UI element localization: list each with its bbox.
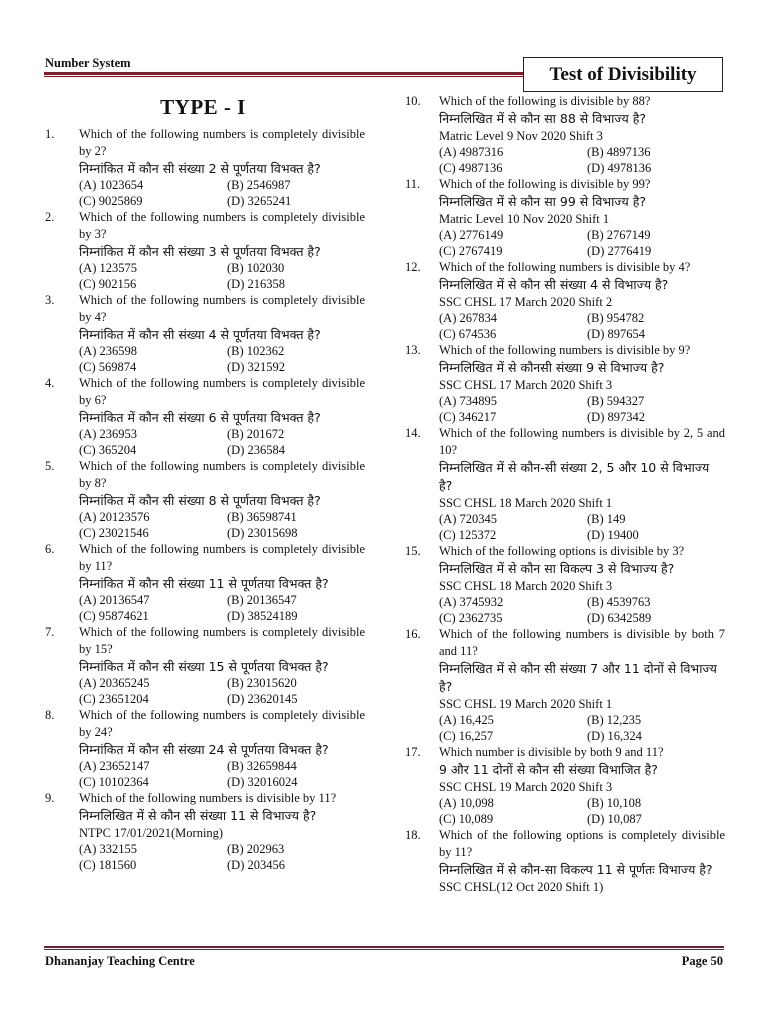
question-number: 12. <box>405 260 421 274</box>
question-text-hindi: निम्नलिखित में से कौन सी संख्या 11 से विभाज्य है? <box>79 808 317 823</box>
question-source: Matric Level 9 Nov 2020 Shift 3 <box>439 129 603 143</box>
question-source: SSC CHSL 17 March 2020 Shift 2 <box>439 295 613 309</box>
answer-option: (D) 16,324 <box>587 728 642 743</box>
question-item <box>405 176 725 259</box>
question-text-hindi: निम्नलिखित में से कौन सी संख्या 4 से विभाज्य है? <box>439 277 669 292</box>
answer-option: (B) 12,235 <box>587 713 642 727</box>
publisher-name: Dhananjay Teaching Centre <box>45 954 195 968</box>
answer-option: (B) 202963 <box>227 842 285 856</box>
question-text-english: Which of the following is divisible by 99? <box>439 177 651 191</box>
answer-options <box>439 228 725 259</box>
answer-option: (A) 2776149 <box>439 228 504 242</box>
question-item <box>405 259 725 342</box>
question-number: 10. <box>405 94 421 108</box>
question-text-hindi: निम्नलिखित में से कौन सा 88 से विभाज्य है? <box>439 111 647 126</box>
question-item <box>405 626 725 744</box>
answer-option: (C) 674536 <box>439 326 497 341</box>
answer-option: (C) 2767419 <box>439 243 503 258</box>
answer-option: (B) 102030 <box>227 261 285 275</box>
question-item <box>45 292 365 375</box>
question-number: 5. <box>45 459 55 473</box>
answer-option: (A) 1023654 <box>79 178 144 192</box>
question-text-english: Which of the following numbers is completely divisible by 2? <box>79 127 365 158</box>
answer-options <box>79 593 365 624</box>
answer-options <box>439 796 725 827</box>
question-item <box>405 543 725 626</box>
answer-option: (B) 149 <box>587 512 626 526</box>
answer-option: (B) 201672 <box>227 427 285 441</box>
topic-title-box: Test of Divisibility <box>523 57 723 92</box>
answer-option: (D) 38524189 <box>227 608 298 623</box>
answer-option: (D) 32016024 <box>227 774 298 789</box>
question-item <box>405 342 725 425</box>
answer-options <box>439 311 725 342</box>
answer-option: (C) 10102364 <box>79 774 149 789</box>
answer-option: (C) 16,257 <box>439 728 494 743</box>
question-text-hindi: निम्नांकित में कौन सी संख्या 15 से पूर्णतया विभक्त है? <box>79 659 329 674</box>
answer-option: (D) 3265241 <box>227 193 292 208</box>
answer-options <box>79 510 365 541</box>
answer-option: (B) 2546987 <box>227 178 291 192</box>
question-item <box>45 375 365 458</box>
answer-option: (C) 9025869 <box>79 193 143 208</box>
answer-options <box>79 344 365 375</box>
question-text-hindi: निम्नलिखित में से कौन-सी संख्या 2, 5 और 10 से विभाज्य है? <box>439 460 710 493</box>
answer-options <box>79 178 365 209</box>
answer-option: (D) 10,087 <box>587 811 642 826</box>
question-number: 17. <box>405 745 421 759</box>
answer-option: (C) 569874 <box>79 359 137 374</box>
page-number: Page 50 <box>681 954 723 968</box>
question-text-hindi: निम्नलिखित में से कौन-सा विकल्प 11 से पूर्णतः विभाज्य है? <box>439 862 713 877</box>
question-source: SSC CHSL 18 March 2020 Shift 1 <box>439 496 613 510</box>
question-number: 8. <box>45 708 55 722</box>
answer-option: (C) 902156 <box>79 276 137 291</box>
right-question-list <box>405 93 725 896</box>
answer-options <box>439 512 725 543</box>
left-column <box>45 93 365 873</box>
answer-options <box>439 145 725 176</box>
question-text-hindi: निम्नांकित में कौन सी संख्या 3 से पूर्णतया विभक्त है? <box>79 244 321 259</box>
question-source: Matric Level 10 Nov 2020 Shift 1 <box>439 212 610 226</box>
question-text-hindi: निम्नांकित में कौन सी संख्या 24 से पूर्णतया विभक्त है? <box>79 742 329 757</box>
question-text-english: Which of the following numbers is completely divisible by 4? <box>79 293 365 324</box>
answer-option: (D) 6342589 <box>587 610 652 625</box>
answer-option: (D) 321592 <box>227 359 285 374</box>
question-text-hindi: निम्नांकित में कौन सी संख्या 8 से पूर्णतया विभक्त है? <box>79 493 321 508</box>
question-text-english: Which of the following numbers is divisible by 11? <box>79 791 337 805</box>
question-text-hindi: निम्नांकित में कौन सी संख्या 6 से पूर्णतया विभक्त है? <box>79 410 321 425</box>
answer-option: (D) 19400 <box>587 527 639 542</box>
question-text-hindi: निम्नलिखित में से कौन सा विकल्प 3 से विभाज्य है? <box>439 561 675 576</box>
question-source: SSC CHSL(12 Oct 2020 Shift 1) <box>439 880 604 894</box>
answer-option: (B) 4897136 <box>587 145 651 159</box>
question-number: 2. <box>45 210 55 224</box>
answer-option: (C) 2362735 <box>439 610 503 625</box>
answer-options <box>79 427 365 458</box>
question-item <box>405 93 725 176</box>
answer-option: (C) 4987136 <box>439 160 503 175</box>
question-number: 16. <box>405 627 421 641</box>
question-text-hindi: 9 और 11 दोनों से कौन सी संख्या विभाजित है? <box>439 762 658 777</box>
answer-option: (C) 23651204 <box>79 691 149 706</box>
answer-options <box>79 759 365 790</box>
answer-option: (D) 23015698 <box>227 525 298 540</box>
question-source: SSC CHSL 19 March 2020 Shift 3 <box>439 780 613 794</box>
question-number: 1. <box>45 127 55 141</box>
question-item <box>45 458 365 541</box>
answer-option: (B) 36598741 <box>227 510 297 524</box>
header-rule-thin <box>44 76 524 77</box>
question-item <box>405 425 725 543</box>
answer-option: (C) 125372 <box>439 527 497 542</box>
answer-option: (A) 3745932 <box>439 595 504 609</box>
question-text-english: Which of the following numbers is divisible by 2, 5 and 10? <box>439 426 725 457</box>
question-source: SSC CHSL 17 March 2020 Shift 3 <box>439 378 613 392</box>
question-item <box>45 541 365 624</box>
question-text-english: Which of the following options is completely divisible by 11? <box>439 828 725 859</box>
answer-option: (D) 2776419 <box>587 243 652 258</box>
question-source: SSC CHSL 19 March 2020 Shift 1 <box>439 697 613 711</box>
answer-option: (A) 734895 <box>439 394 497 408</box>
question-item <box>45 209 365 292</box>
answer-option: (C) 10,089 <box>439 811 494 826</box>
answer-options <box>79 676 365 707</box>
answer-options <box>439 595 725 626</box>
answer-option: (D) 897654 <box>587 326 645 341</box>
answer-option: (B) 594327 <box>587 394 645 408</box>
answer-option: (D) 4978136 <box>587 160 652 175</box>
question-number: 9. <box>45 791 55 805</box>
answer-option: (A) 20136547 <box>79 593 150 607</box>
answer-option: (B) 4539763 <box>587 595 651 609</box>
answer-option: (A) 123575 <box>79 261 137 275</box>
answer-options <box>79 261 365 292</box>
answer-option: (A) 20365245 <box>79 676 150 690</box>
question-text-english: Which of the following numbers is completely divisible by 6? <box>79 376 365 407</box>
answer-options <box>79 842 365 873</box>
answer-option: (D) 897342 <box>587 409 645 424</box>
answer-option: (A) 236598 <box>79 344 137 358</box>
answer-option: (A) 720345 <box>439 512 497 526</box>
question-text-english: Which of the following numbers is completely divisible by 24? <box>79 708 365 739</box>
question-text-english: Which of the following numbers is completely divisible by 3? <box>79 210 365 241</box>
question-item <box>405 827 725 896</box>
question-item <box>405 744 725 827</box>
answer-option: (A) 10,098 <box>439 796 494 810</box>
question-text-english: Which of the following numbers is completely divisible by 11? <box>79 542 365 573</box>
answer-options <box>439 394 725 425</box>
question-text-hindi: निम्नलिखित में से कौनसी संख्या 9 से विभाज्य है? <box>439 360 665 375</box>
right-column <box>405 93 725 896</box>
footer-rule <box>44 946 724 948</box>
answer-option: (A) 267834 <box>439 311 497 325</box>
question-item <box>45 126 365 209</box>
answer-option: (A) 20123576 <box>79 510 150 524</box>
question-text-hindi: निम्नांकित में कौन सी संख्या 11 से पूर्णतया विभक्त है? <box>79 576 329 591</box>
answer-option: (B) 20136547 <box>227 593 297 607</box>
question-text-english: Which number is divisible by both 9 and 11? <box>439 745 664 759</box>
footer-rule-thin <box>44 949 724 950</box>
answer-option: (B) 102362 <box>227 344 285 358</box>
answer-option: (B) 2767149 <box>587 228 651 242</box>
question-item <box>45 707 365 790</box>
question-number: 7. <box>45 625 55 639</box>
question-text-english: Which of the following is divisible by 88? <box>439 94 651 108</box>
question-number: 11. <box>405 177 421 191</box>
answer-options <box>439 713 725 744</box>
answer-option: (B) 23015620 <box>227 676 297 690</box>
left-question-list <box>45 126 365 873</box>
question-number: 14. <box>405 426 421 440</box>
question-text-english: Which of the following numbers is divisible by both 7 and 11? <box>439 627 725 658</box>
question-text-english: Which of the following options is divisible by 3? <box>439 544 685 558</box>
question-source: NTPC 17/01/2021(Morning) <box>79 826 224 840</box>
answer-option: (A) 16,425 <box>439 713 494 727</box>
answer-option: (D) 236584 <box>227 442 285 457</box>
question-text-english: Which of the following numbers is divisible by 4? <box>439 260 691 274</box>
answer-option: (A) 332155 <box>79 842 137 856</box>
question-text-hindi: निम्नांकित में कौन सी संख्या 2 से पूर्णतया विभक्त है? <box>79 161 321 176</box>
question-number: 6. <box>45 542 55 556</box>
answer-option: (D) 23620145 <box>227 691 298 706</box>
question-number: 18. <box>405 828 421 842</box>
question-text-hindi: निम्नलिखित में से कौन सी संख्या 7 और 11 दोनों से विभाज्य है? <box>439 661 717 694</box>
question-text-english: Which of the following numbers is completely divisible by 15? <box>79 625 365 656</box>
answer-option: (A) 4987316 <box>439 145 504 159</box>
type-heading: TYPE - I <box>160 95 246 119</box>
answer-option: (A) 236953 <box>79 427 137 441</box>
question-text-hindi: निम्नलिखित में से कौन सा 99 से विभाज्य है? <box>439 194 647 209</box>
question-text-english: Which of the following numbers is completely divisible by 8? <box>79 459 365 490</box>
answer-option: (D) 203456 <box>227 857 285 872</box>
question-item <box>45 790 365 873</box>
answer-option: (B) 954782 <box>587 311 645 325</box>
answer-option: (B) 10,108 <box>587 796 642 810</box>
answer-option: (C) 346217 <box>439 409 497 424</box>
question-text-hindi: निम्नांकित में कौन सी संख्या 4 से पूर्णतया विभक्त है? <box>79 327 321 342</box>
question-number: 15. <box>405 544 421 558</box>
header-rule <box>44 72 524 75</box>
section-title: Number System <box>45 56 131 70</box>
question-number: 13. <box>405 343 421 357</box>
question-text-english: Which of the following numbers is divisible by 9? <box>439 343 691 357</box>
question-item <box>45 624 365 707</box>
question-number: 3. <box>45 293 55 307</box>
answer-option: (C) 23021546 <box>79 525 149 540</box>
answer-option: (C) 95874621 <box>79 608 149 623</box>
answer-option: (C) 365204 <box>79 442 137 457</box>
answer-option: (A) 23652147 <box>79 759 150 773</box>
question-number: 4. <box>45 376 55 390</box>
answer-option: (C) 181560 <box>79 857 137 872</box>
question-source: SSC CHSL 18 March 2020 Shift 3 <box>439 579 613 593</box>
answer-option: (D) 216358 <box>227 276 285 291</box>
answer-option: (B) 32659844 <box>227 759 297 773</box>
